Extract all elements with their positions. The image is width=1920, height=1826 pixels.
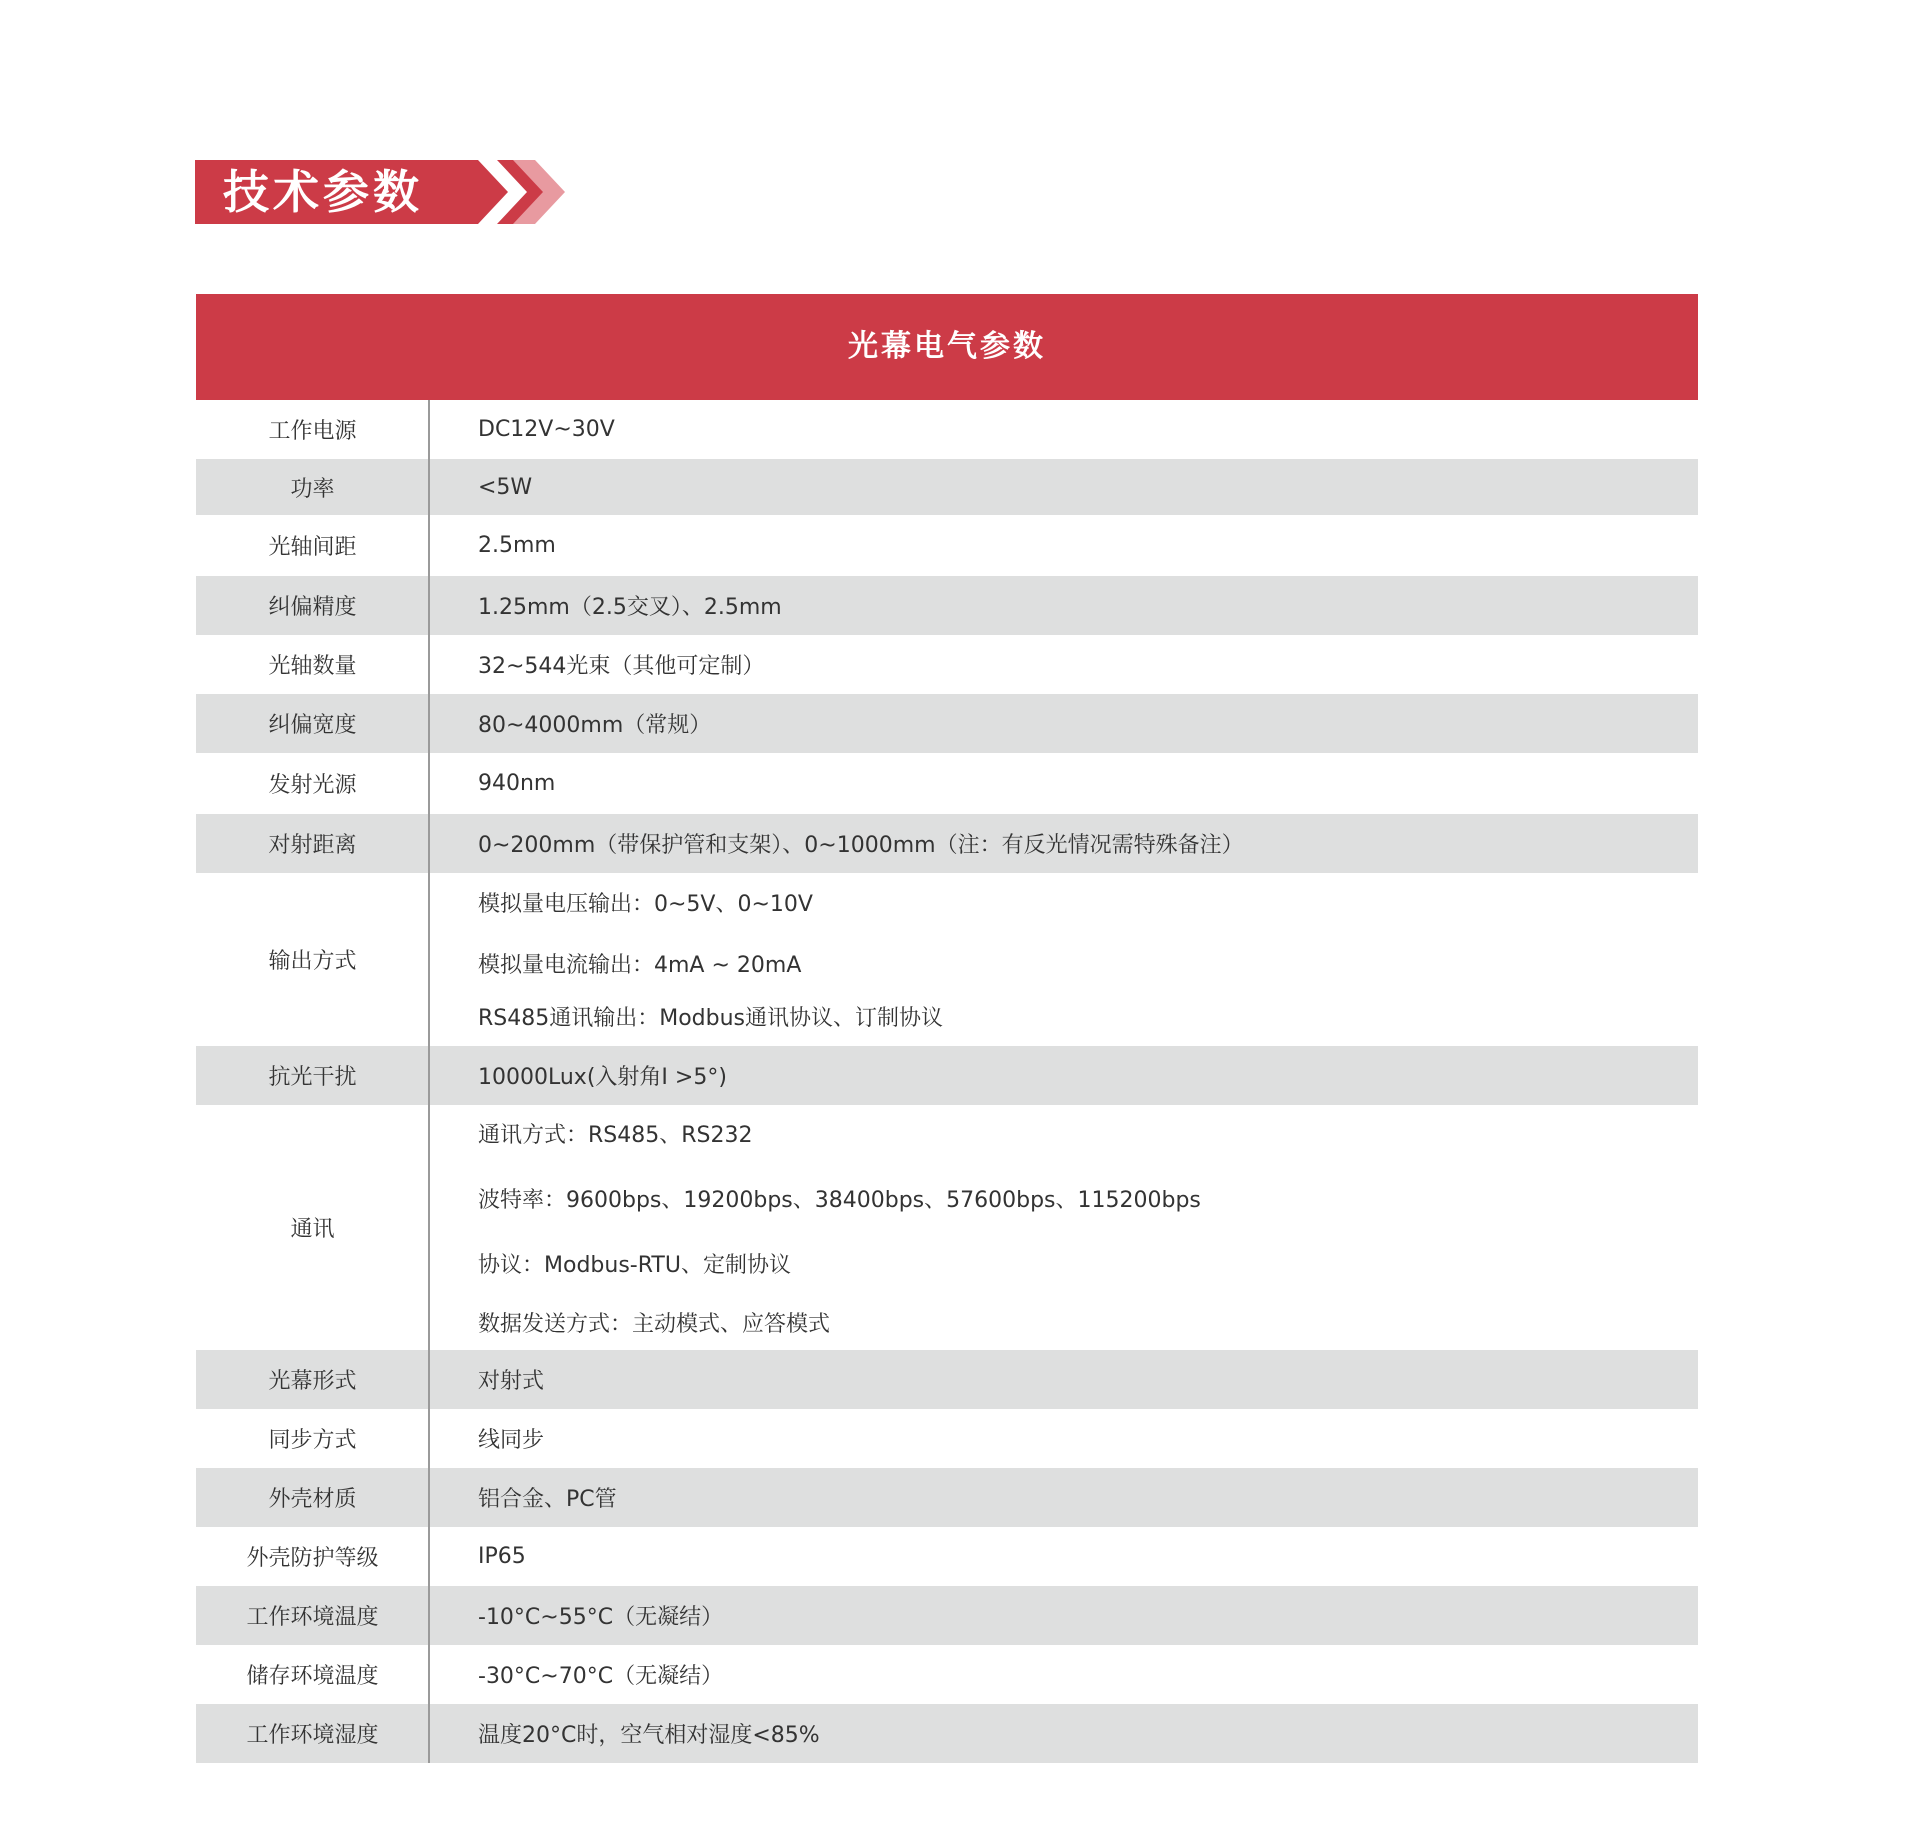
row-value xyxy=(429,649,764,680)
table-row xyxy=(196,1105,1698,1350)
table-row xyxy=(196,635,1698,694)
row-value-line: 模拟量电压输出：0~5V、0~10V xyxy=(478,892,813,917)
row-label: 纠偏宽度 xyxy=(268,713,357,738)
row-label: 功率 xyxy=(290,476,335,502)
row-value xyxy=(429,1600,723,1631)
row-value-line: 10000Lux(入射角I >5°) xyxy=(478,1065,727,1090)
table-row xyxy=(196,1409,1698,1468)
row-value xyxy=(429,533,556,558)
row-value-line: 940nm xyxy=(478,771,556,796)
row-value xyxy=(429,828,1244,859)
table-body xyxy=(196,400,1698,1763)
row-value xyxy=(429,887,943,1032)
table-row xyxy=(196,576,1698,635)
row-value-line: 模拟量电流输出：4mA ~ 20mA xyxy=(478,953,802,978)
row-value-line: 波特率：9600bps、19200bps、38400bps、57600bps、115200bps xyxy=(478,1187,1201,1213)
table-row xyxy=(196,1586,1698,1645)
row-value xyxy=(429,1364,544,1395)
row-label: 对射距离 xyxy=(268,833,357,858)
row-value xyxy=(429,1060,727,1091)
row-value-line: 对射式 xyxy=(478,1369,545,1394)
table-row xyxy=(196,753,1698,814)
row-label: 纠偏精度 xyxy=(268,595,357,620)
row-value xyxy=(429,1659,723,1690)
row-label: 储存环境温度 xyxy=(246,1664,379,1689)
row-value xyxy=(429,1718,820,1749)
row-value xyxy=(429,590,782,621)
row-value xyxy=(429,771,555,796)
row-value xyxy=(429,417,615,442)
row-value-line: 铝合金、PC管 xyxy=(478,1487,617,1512)
row-value-line: <5W xyxy=(478,474,533,500)
row-value-line: 2.5mm xyxy=(478,533,556,558)
row-label: 通讯 xyxy=(290,1217,335,1242)
row-label: 工作电源 xyxy=(268,419,357,444)
row-label: 输出方式 xyxy=(268,949,357,974)
row-label: 工作环境湿度 xyxy=(246,1723,379,1748)
row-value-line: -30°C~70°C（无凝结） xyxy=(478,1664,724,1689)
row-label: 发射光源 xyxy=(268,773,357,798)
row-label: 光轴数量 xyxy=(268,654,357,679)
row-value-line: 80~4000mm（常规） xyxy=(478,713,712,738)
section-title: 技术参数 xyxy=(223,165,423,219)
table-row xyxy=(196,694,1698,753)
row-label: 同步方式 xyxy=(268,1428,357,1453)
row-value-line: 通讯方式：RS485、RS232 xyxy=(478,1122,753,1148)
row-value xyxy=(429,1118,1201,1338)
row-value-line: 数据发送方式：主动模式、应答模式 xyxy=(478,1311,831,1337)
row-value xyxy=(429,1544,526,1569)
row-label: 光幕形式 xyxy=(268,1369,357,1394)
row-label: 外壳防护等级 xyxy=(246,1546,379,1571)
section-banner xyxy=(195,160,565,224)
row-label: 工作环境温度 xyxy=(246,1605,379,1630)
row-value xyxy=(429,1482,617,1513)
row-value-line: 0~200mm（带保护管和支架）、0~1000mm（注：有反光情况需特殊备注） xyxy=(478,833,1244,858)
table-row xyxy=(196,873,1698,1046)
row-value-line: -10°C~55°C（无凝结） xyxy=(478,1605,724,1630)
table-row xyxy=(196,515,1698,576)
row-value xyxy=(429,1423,544,1454)
table-row xyxy=(196,459,1698,515)
row-label: 外壳材质 xyxy=(268,1487,357,1512)
row-value-line: 32~544光束（其他可定制） xyxy=(478,654,765,679)
table-row xyxy=(196,1468,1698,1527)
row-value-line: 线同步 xyxy=(478,1428,545,1453)
row-value-line: 协议：Modbus-RTU、定制协议 xyxy=(478,1252,791,1278)
row-value-line: 1.25mm（2.5交叉）、2.5mm xyxy=(478,595,782,620)
table-row xyxy=(196,1704,1698,1763)
table-row xyxy=(196,1527,1698,1586)
table-row xyxy=(196,814,1698,873)
spec-table xyxy=(196,294,1698,1763)
table-row xyxy=(196,1046,1698,1105)
row-value xyxy=(429,708,711,739)
table-row xyxy=(196,400,1698,459)
table-row xyxy=(196,1350,1698,1409)
row-value xyxy=(429,475,532,500)
row-value-line: DC12V~30V xyxy=(478,417,615,442)
row-value-line: IP65 xyxy=(478,1544,526,1569)
row-value-line: RS485通讯输出：Modbus通讯协议、订制协议 xyxy=(478,1006,944,1031)
row-label: 抗光干扰 xyxy=(268,1065,357,1090)
row-value-line: 温度20°C时，空气相对湿度<85% xyxy=(478,1723,820,1748)
row-label: 光轴间距 xyxy=(268,535,357,560)
table-row xyxy=(196,1645,1698,1704)
table-header: 光幕电气参数 xyxy=(196,294,1698,400)
